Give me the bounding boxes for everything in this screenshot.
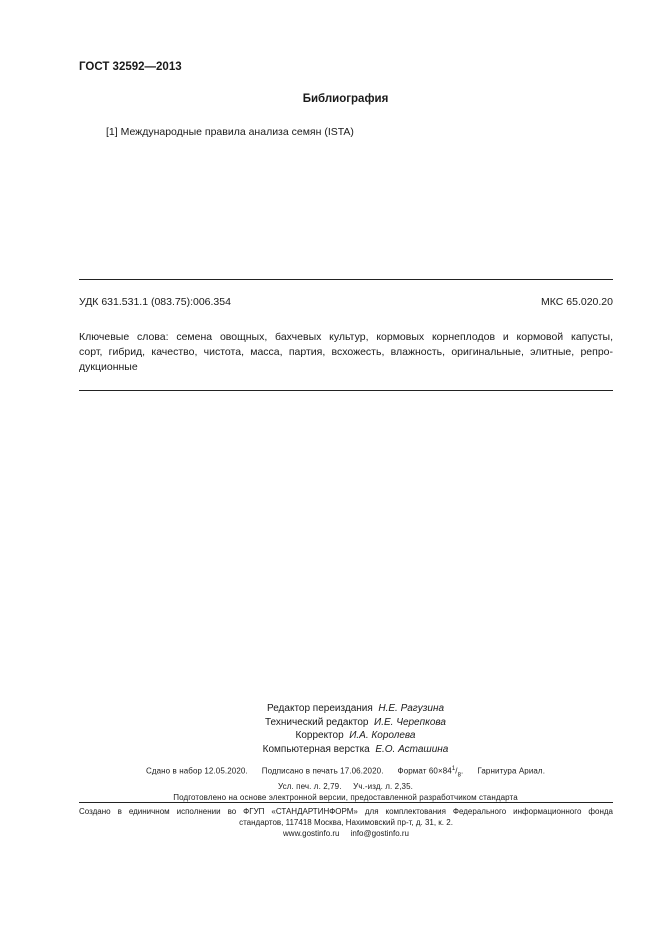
credit-layout: Компьютерная верстка Е.О. Асташина [262,743,449,755]
divider-bottom [79,390,613,391]
footer-line: стандартов, 117418 Москва, Нахимовский пр-т, д. 31, к. 2. [239,818,453,827]
keywords-line: Ключевые слова: семена овощных, бахчевых культур, кормовых корнеплодов и кормовой капусты, [79,331,613,343]
keywords-block [79,330,613,375]
credit-proofreader: Корректор И.А. Королева [295,730,416,741]
keywords-line: сорт, гибрид, качество, чистота, масса, партия, всхожесть, влажность, оригинальные, элитные, репро- [79,346,613,358]
divider-top [79,279,613,280]
website-link[interactable]: www.gostinfo.ru [283,829,340,838]
divider-footer [79,802,613,803]
credit-editor: Редактор переиздания Н.Е. Рагузина [266,703,445,714]
credit-tech-editor: Технический редактор И.Е. Черепкова [265,716,446,728]
mks-code: МКС 65.020.20 [541,296,613,308]
print-info-note: Подготовлено на основе электронной версии, предоставленной разработчиком стандарта [173,793,518,803]
print-info [0,764,661,803]
print-info-line2: Усл. печ. л. 2,79. Уч.-изд. л. 2,35. [278,782,413,792]
footer-contacts [79,828,613,839]
credits-block [0,702,661,756]
footer-line: Создано в единичном исполнении во ФГУП «СТАНДАРТИНФОРМ» для комплектования Федерального информационного фонда [79,807,613,816]
print-info-line1: Сдано в набор 12.05.2020. Подписано в печать 17.06.2020. Формат $60\times 84^1/_8$. Гарнитура Ариал. [145,766,546,779]
bibliography-title: Библиография [302,93,389,105]
keywords-line: дукционные [79,361,138,373]
udk-code: УДК 631.531.1 (083.75):006.354 [79,296,231,308]
standard-number: ГОСТ 32592—2013 [79,61,182,73]
bibliography-item: [1] Международные правила анализа семян (ISTA) [106,126,354,138]
email-link[interactable]: info@gostinfo.ru [350,829,409,838]
publisher-footer [79,806,613,839]
